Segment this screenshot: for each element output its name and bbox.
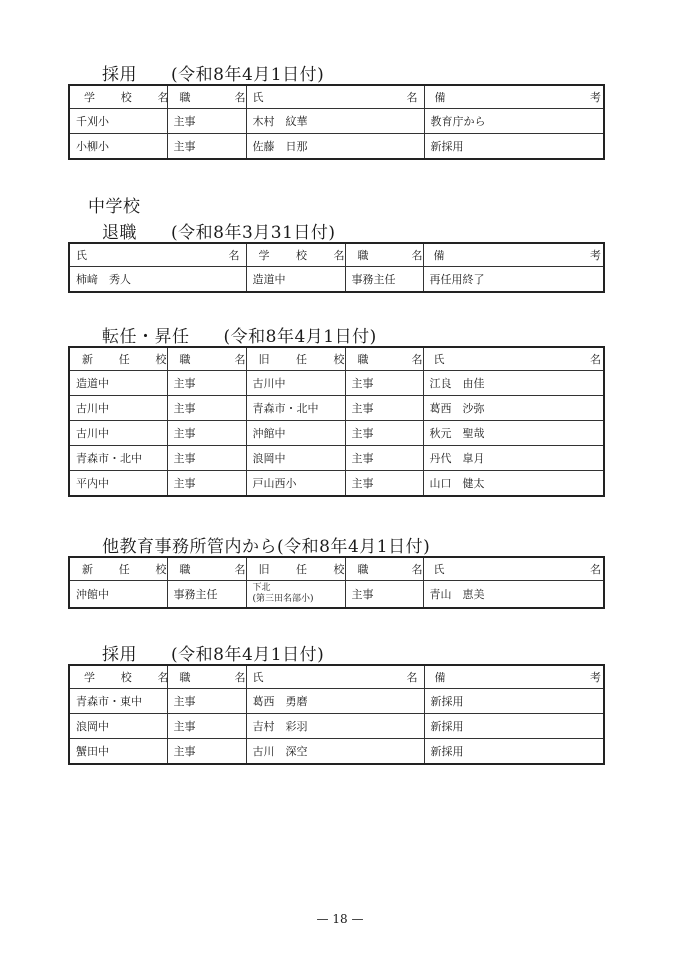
section-heading-hire-junior-high [102, 640, 324, 665]
cell-new-school: 造道中 [69, 371, 167, 396]
section-heading-retirement [102, 218, 336, 243]
old-school-line-1: 下北 [252, 583, 271, 593]
header-name: 氏 名 [69, 243, 246, 267]
page-number: — 18 — [316, 912, 364, 926]
cell-school: 青森市・東中 [69, 689, 167, 714]
cell-post: 主事 [167, 371, 246, 396]
cell-old-school [246, 581, 345, 609]
table-row [69, 581, 604, 609]
cell-post: 事務主任 [167, 581, 246, 609]
header-post: 職 名 [345, 243, 423, 267]
cell-note: 新採用 [424, 739, 604, 765]
table-row [69, 689, 604, 714]
header-name: 氏 名 [423, 557, 604, 581]
cell-school: 浪岡中 [69, 714, 167, 739]
table-hire-junior-high [68, 664, 605, 765]
cell-school: 千刈小 [69, 109, 167, 134]
cell-name: 古川 深空 [246, 739, 424, 765]
cell-name: 吉村 彩羽 [246, 714, 424, 739]
cell-old-post: 主事 [345, 471, 423, 497]
header-note: 備 考 [423, 243, 604, 267]
cell-new-school: 青森市・北中 [69, 446, 167, 471]
section-date: (令和8年4月1日付) [277, 537, 431, 557]
table-row [69, 739, 604, 765]
header-name: 氏 名 [246, 85, 424, 109]
table-row [69, 471, 604, 497]
header-post: 職 名 [167, 347, 246, 371]
cell-old-post: 主事 [345, 446, 423, 471]
table-hire-elementary [68, 84, 605, 160]
section-date: (令和8年4月1日付) [223, 327, 377, 347]
cell-post: 事務主任 [345, 267, 423, 293]
section-date: (令和8年3月31日付) [171, 223, 336, 243]
header-note: 備 考 [424, 665, 604, 689]
cell-post: 主事 [167, 739, 246, 765]
header-school: 学 校 名 [69, 665, 167, 689]
header-school: 学 校 名 [246, 243, 345, 267]
table-row [69, 421, 604, 446]
header-old-school: 旧 任 校 [246, 347, 345, 371]
cell-post: 主事 [167, 109, 246, 134]
table-header-row [69, 557, 604, 581]
table-row [69, 396, 604, 421]
cell-note: 新採用 [424, 714, 604, 739]
table-header-row [69, 243, 604, 267]
cell-old-post: 主事 [345, 396, 423, 421]
cell-post: 主事 [167, 471, 246, 497]
cell-post: 主事 [167, 421, 246, 446]
header-post: 職 名 [167, 557, 246, 581]
old-school-line-2: (第三田名部小) [252, 594, 314, 604]
cell-name: 秋元 聖哉 [423, 421, 604, 446]
table-row [69, 371, 604, 396]
cell-name: 青山 恵美 [423, 581, 604, 609]
cell-old-post: 主事 [345, 581, 423, 609]
cell-old-school: 沖館中 [246, 421, 345, 446]
cell-note: 教育庁から [424, 109, 604, 134]
header-post: 職 名 [167, 665, 246, 689]
cell-new-school: 古川中 [69, 396, 167, 421]
header-new-school: 新 任 校 [69, 347, 167, 371]
section-title: 採用 [102, 645, 137, 665]
section-heading-transfer [102, 322, 377, 347]
table-other-office [68, 556, 605, 609]
cell-school: 造道中 [246, 267, 345, 293]
header-post: 職 名 [167, 85, 246, 109]
cell-post: 主事 [167, 714, 246, 739]
cell-name: 柿﨑 秀人 [69, 267, 246, 293]
table-transfer [68, 346, 605, 497]
cell-new-school: 古川中 [69, 421, 167, 446]
cell-post: 主事 [167, 689, 246, 714]
section-title: 退職 [102, 223, 137, 243]
cell-old-post: 主事 [345, 371, 423, 396]
cell-old-post: 主事 [345, 421, 423, 446]
cell-post: 主事 [167, 134, 246, 160]
table-row [69, 446, 604, 471]
cell-new-school: 平内中 [69, 471, 167, 497]
table-row [69, 109, 604, 134]
cell-post: 主事 [167, 396, 246, 421]
header-old-post: 職 名 [345, 347, 423, 371]
header-name: 氏 名 [423, 347, 604, 371]
table-row [69, 267, 604, 293]
section-heading-other-office [102, 532, 430, 557]
section-heading-hire-elementary [102, 60, 324, 85]
header-note: 備 考 [424, 85, 604, 109]
header-name: 氏 名 [246, 665, 424, 689]
cell-new-school: 沖館中 [69, 581, 167, 609]
cell-note: 再任用終了 [423, 267, 604, 293]
header-old-post: 職 名 [345, 557, 423, 581]
table-header-row [69, 665, 604, 689]
table-row [69, 134, 604, 160]
section-title: 採用 [102, 65, 137, 85]
cell-old-school: 青森市・北中 [246, 396, 345, 421]
cell-name: 江良 由佳 [423, 371, 604, 396]
cell-name: 丹代 皐月 [423, 446, 604, 471]
category-label-junior-high: 中学校 [88, 197, 141, 217]
table-header-row [69, 85, 604, 109]
cell-post: 主事 [167, 446, 246, 471]
header-new-school: 新 任 校 [69, 557, 167, 581]
cell-name: 葛西 勇磨 [246, 689, 424, 714]
cell-name: 佐藤 日那 [246, 134, 424, 160]
header-school: 学 校 名 [69, 85, 167, 109]
table-header-row [69, 347, 604, 371]
table-retirement [68, 242, 605, 293]
section-title: 他教育事務所管内から [102, 537, 277, 557]
section-date: (令和8年4月1日付) [171, 645, 325, 665]
header-old-school: 旧 任 校 [246, 557, 345, 581]
section-date: (令和8年4月1日付) [171, 65, 325, 85]
cell-old-school: 戸山西小 [246, 471, 345, 497]
cell-school: 小柳小 [69, 134, 167, 160]
cell-name: 木村 紋華 [246, 109, 424, 134]
cell-note: 新採用 [424, 689, 604, 714]
section-title: 転任・昇任 [102, 327, 190, 347]
cell-old-school: 古川中 [246, 371, 345, 396]
table-row [69, 714, 604, 739]
cell-name: 葛西 沙弥 [423, 396, 604, 421]
cell-name: 山口 健太 [423, 471, 604, 497]
cell-note: 新採用 [424, 134, 604, 160]
cell-school: 蟹田中 [69, 739, 167, 765]
cell-old-school: 浪岡中 [246, 446, 345, 471]
